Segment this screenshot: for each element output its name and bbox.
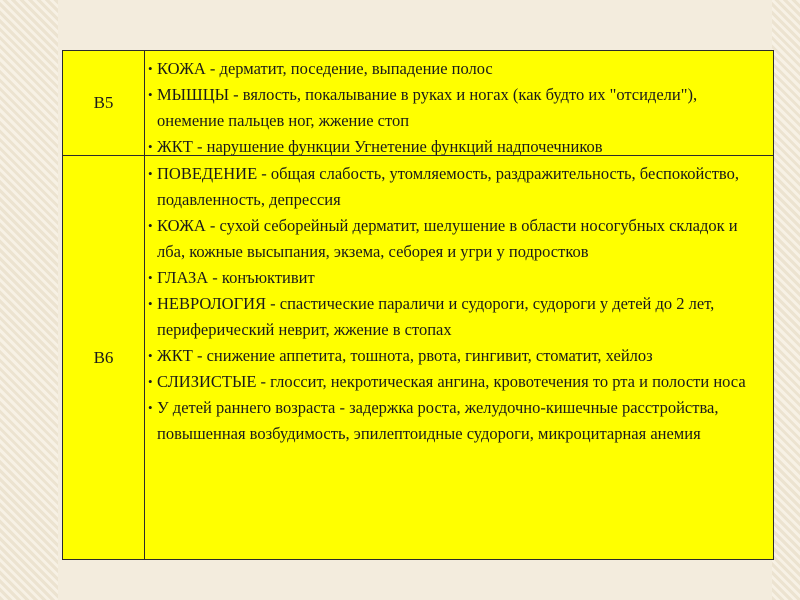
row-label-b5: B5	[63, 51, 145, 155]
decorative-pattern-left	[0, 0, 58, 600]
list-item: • ГЛАЗА - конъюктивит	[149, 265, 767, 291]
row-content-b6	[145, 156, 773, 559]
symptom-list-b5	[149, 56, 767, 160]
list-item: • ЖКТ - снижение аппетита, тошнота, рвота, гингивит, стоматит, хейлоз	[149, 343, 767, 369]
decorative-pattern-right	[772, 0, 800, 600]
list-item: • СЛИЗИСТЫЕ - глоссит, некротическая ангина, кровотечения то рта и полости носа	[149, 369, 767, 395]
list-item: • У детей раннего возраста - задержка роста, желудочно-кишечные расстройства, повышенная возбудимость, эпилептоидные судороги, микроцитарная анемия	[149, 395, 767, 447]
table-row-b6	[63, 155, 773, 559]
row-label-b6: B6	[63, 156, 145, 559]
symptom-list-b6	[149, 161, 767, 447]
list-item: • ПОВЕДЕНИЕ - общая слабость, утомляемость, раздражительность, беспокойство, подавленность, депрессия	[149, 161, 767, 213]
list-item: • МЫШЦЫ - вялость, покалывание в руках и ногах (как будто их "отсидели"), онемение пальцев ног, жжение стоп	[149, 82, 767, 134]
list-item: • НЕВРОЛОГИЯ - спастические параличи и судороги, судороги у детей до 2 лет, периферический неврит, жжение в стопах	[149, 291, 767, 343]
list-item: • КОЖА - дерматит, поседение, выпадение полос	[149, 56, 767, 82]
list-item: • КОЖА - сухой себорейный дерматит, шелушение в области носогубных складок и лба, кожные высыпания, экзема, себорея и угри у подростков	[149, 213, 767, 265]
row-content-b5	[145, 51, 773, 155]
table-row-b5	[63, 51, 773, 155]
vitamin-symptoms-table	[62, 50, 774, 560]
list-item: • ЖКТ - нарушение функции Угнетение функций надпочечников	[149, 134, 767, 160]
